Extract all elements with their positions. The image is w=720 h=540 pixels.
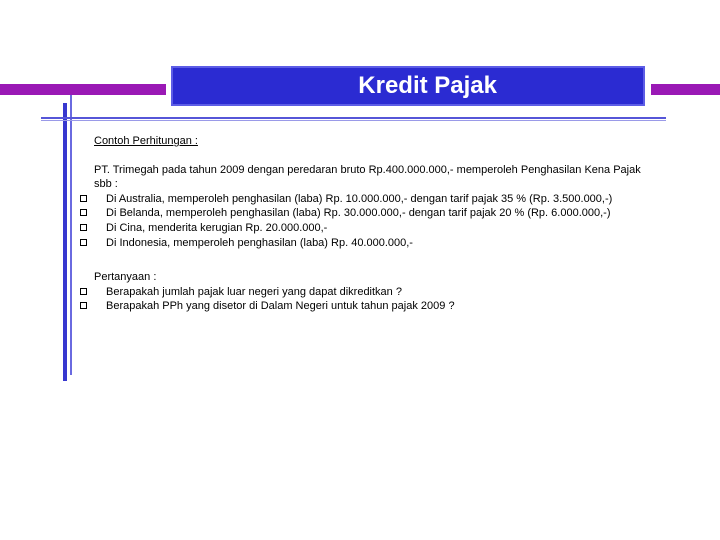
intro-paragraph: PT. Trimegah pada tahun 2009 dengan peredaran bruto Rp.400.000.000,- memperoleh Penghasilan Kena Pajak sbb : xyxy=(94,163,641,191)
square-bullet-icon xyxy=(80,224,87,231)
slide-title: Kredit Pajak xyxy=(358,72,497,99)
vertical-rule-inner xyxy=(70,95,72,375)
square-bullet-icon xyxy=(80,195,87,202)
right-accent-bar xyxy=(651,84,720,95)
list-item: Di Indonesia, memperoleh penghasilan (laba) Rp. 40.000.000,- xyxy=(94,236,656,251)
horizontal-rule xyxy=(41,117,666,119)
questions-list xyxy=(94,285,656,314)
left-accent-bar xyxy=(0,84,166,95)
square-bullet-icon xyxy=(80,302,87,309)
list-item: Di Australia, memperoleh penghasilan (laba) Rp. 10.000.000,- dengan tarif pajak 35 % (Rp. 3.500.000,-) xyxy=(94,192,656,207)
square-bullet-icon xyxy=(80,239,87,246)
income-list xyxy=(94,192,656,250)
list-item: Berapakah PPh yang disetor di Dalam Negeri untuk tahun pajak 2009 ? xyxy=(94,299,656,314)
questions-heading: Pertanyaan : xyxy=(94,271,157,284)
square-bullet-icon xyxy=(80,288,87,295)
example-heading: Contoh Perhitungan : xyxy=(94,135,198,147)
slide-content xyxy=(94,134,656,314)
square-bullet-icon xyxy=(80,209,87,216)
vertical-rule xyxy=(63,103,67,381)
horizontal-rule-thin xyxy=(41,120,666,121)
list-item: Di Belanda, memperoleh penghasilan (laba) Rp. 30.000.000,- dengan tarif pajak 20 % (Rp. 6.000.000,-) xyxy=(94,206,656,221)
list-item: Di Cina, menderita kerugian Rp. 20.000.000,- xyxy=(94,221,656,236)
list-item: Berapakah jumlah pajak luar negeri yang dapat dikreditkan ? xyxy=(94,285,656,300)
title-banner xyxy=(171,66,645,106)
